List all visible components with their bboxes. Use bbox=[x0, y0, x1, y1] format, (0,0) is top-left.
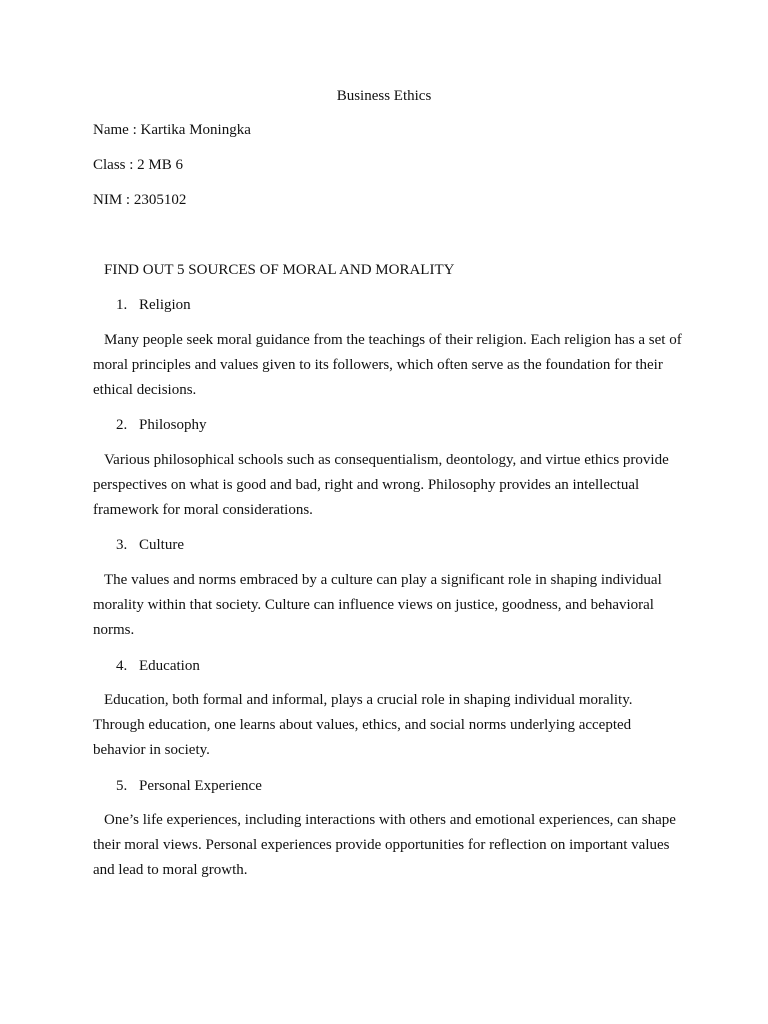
list-title: Religion bbox=[139, 297, 191, 313]
list-item-culture bbox=[116, 536, 184, 554]
paragraph-education: Education, both formal and informal, plays a crucial role in shaping individual morality. Through education, one learns about values, ethics, and social norms underlying accepted behavior in society. bbox=[93, 692, 633, 759]
list-title: Personal Experience bbox=[139, 778, 262, 794]
student-nim: NIM : 2305102 bbox=[93, 192, 187, 208]
list-number: 1. bbox=[116, 297, 128, 313]
document-title: Business Ethics bbox=[336, 88, 432, 104]
list-item-personal-experience bbox=[116, 777, 262, 795]
section-heading: FIND OUT 5 SOURCES OF MORAL AND MORALITY bbox=[104, 262, 455, 278]
student-class: Class : 2 MB 6 bbox=[93, 157, 184, 173]
paragraph-culture: The values and norms embraced by a culture can play a significant role in shaping individual morality within that society. Culture can influence views on justice, goodness, and behavioral norms. bbox=[93, 572, 662, 639]
list-item-education bbox=[116, 657, 200, 675]
paragraph-personal-experience: One’s life experiences, including interactions with others and emotional experiences, can shape their moral views. Personal experiences provide opportunities for reflection on important values and lead to moral growth. bbox=[93, 812, 676, 879]
list-number: 5. bbox=[116, 778, 128, 794]
student-name: Name : Kartika Moningka bbox=[93, 122, 251, 138]
paragraph-religion: Many people seek moral guidance from the teachings of their religion. Each religion has a set of moral principles and values given to its followers, which often serve as the foundation for their ethical decisions. bbox=[93, 332, 682, 399]
list-item-philosophy bbox=[116, 416, 207, 434]
list-number: 3. bbox=[116, 537, 128, 553]
list-title: Education bbox=[139, 658, 200, 674]
list-title: Philosophy bbox=[139, 417, 207, 433]
list-item-religion bbox=[116, 296, 191, 314]
list-title: Culture bbox=[139, 537, 184, 553]
list-number: 4. bbox=[116, 658, 128, 674]
paragraph-philosophy: Various philosophical schools such as consequentialism, deontology, and virtue ethics provide perspectives on what is good and bad, right and wrong. Philosophy provides an intellectual framework for moral considerations. bbox=[93, 452, 669, 519]
list-number: 2. bbox=[116, 417, 128, 433]
